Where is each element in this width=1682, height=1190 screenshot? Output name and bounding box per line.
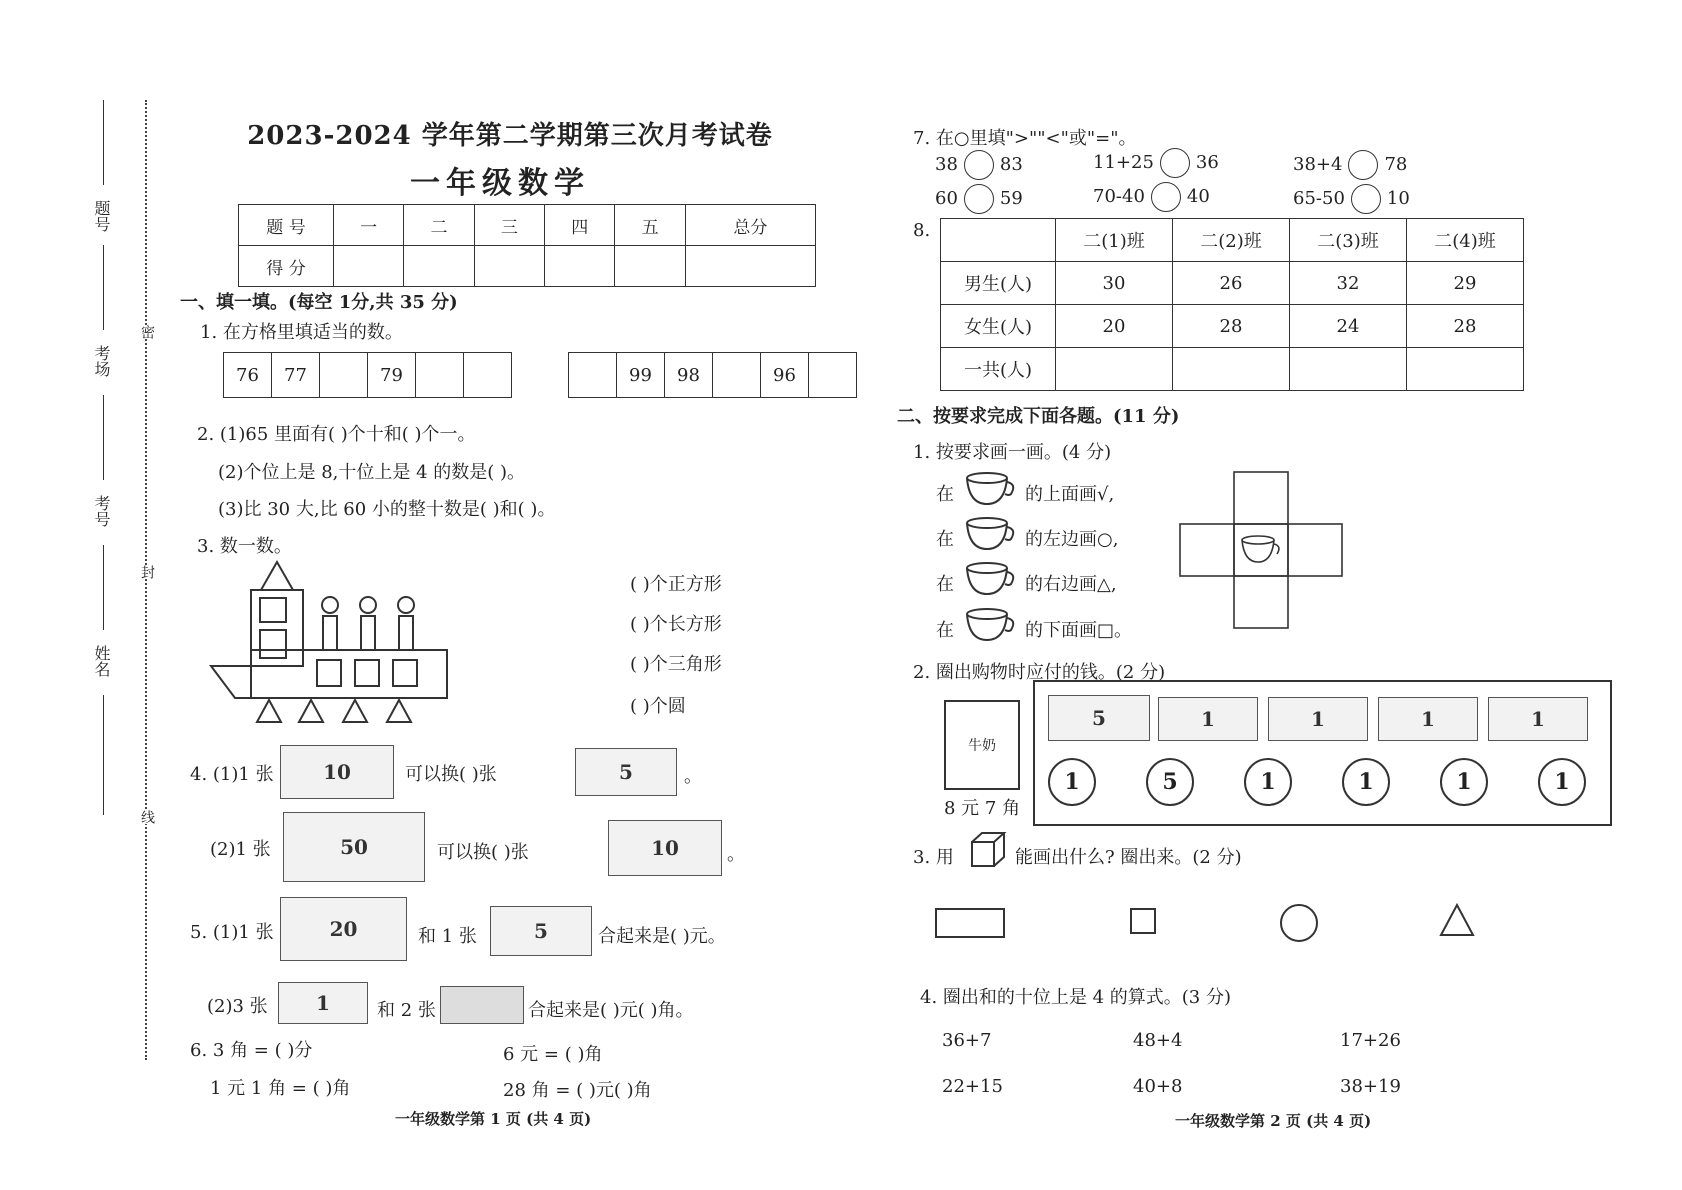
- cup-right-instruction: 的右边画△,: [1025, 574, 1117, 595]
- row-label: 一共(人): [941, 348, 1056, 391]
- table-cell: 26: [1173, 262, 1290, 305]
- cross-grid-figure[interactable]: [1178, 470, 1348, 630]
- class-header: [941, 219, 1056, 262]
- cup-icon: [965, 560, 1017, 598]
- cup-left-instruction: 的左边画○,: [1025, 529, 1119, 550]
- q4-a3: 。: [684, 766, 702, 787]
- grid-cell: 96: [761, 353, 809, 397]
- grid-cell-blank[interactable]: [416, 353, 464, 397]
- q1-text: 1. 在方格里填适当的数。: [200, 322, 403, 343]
- grid-cell: 77: [272, 353, 320, 397]
- row-label: 男生(人): [941, 262, 1056, 305]
- sum-expression[interactable]: 40+8: [1133, 1076, 1183, 1097]
- q8-label: 8.: [913, 220, 931, 241]
- s2-q4-text: 4. 圈出和的十位上是 4 的算式。(3 分): [920, 987, 1232, 1008]
- score-cell[interactable]: [474, 246, 544, 287]
- zai-label: 在: [936, 484, 954, 505]
- rectangle-option[interactable]: [935, 908, 1005, 938]
- table-cell-blank[interactable]: [1290, 348, 1407, 391]
- score-cell[interactable]: [615, 246, 685, 287]
- banknote-1-image[interactable]: 1: [1158, 697, 1258, 741]
- class-header: 二(1)班: [1056, 219, 1173, 262]
- banknote-jiao-image: [440, 986, 524, 1024]
- section1-heading: 一、填一填。(每空 1分,共 35 分): [180, 292, 458, 313]
- sum-expression[interactable]: 48+4: [1133, 1030, 1183, 1051]
- circle-option[interactable]: [1280, 904, 1318, 942]
- q7-item: 65-50 10: [1293, 184, 1410, 214]
- coin-icon[interactable]: 1: [1440, 758, 1488, 806]
- grid-cell-blank[interactable]: [809, 353, 856, 397]
- table-cell-blank[interactable]: [1056, 348, 1173, 391]
- q7-item: 70-40 40: [1093, 182, 1210, 212]
- q5-a2: 和 1 张: [418, 926, 477, 947]
- table-cell-blank[interactable]: [1173, 348, 1290, 391]
- table-cell: 29: [1407, 262, 1524, 305]
- compare-circle[interactable]: [964, 184, 994, 214]
- exam-title: 2023-2024 学年第二学期第三次月考试卷: [247, 121, 773, 151]
- table-cell: 32: [1290, 262, 1407, 305]
- coin-icon[interactable]: 1: [1342, 758, 1390, 806]
- coin-icon[interactable]: 1: [1244, 758, 1292, 806]
- score-cell[interactable]: [334, 246, 404, 287]
- compare-circle[interactable]: [1351, 184, 1381, 214]
- q7-item: 60 59: [935, 184, 1023, 214]
- banknote-5-image[interactable]: 5: [1048, 695, 1150, 741]
- cup-above-instruction: 的上面画√,: [1025, 484, 1115, 505]
- cup-icon: [965, 606, 1017, 644]
- grid-cell-blank[interactable]: [713, 353, 761, 397]
- triangle-option[interactable]: [1438, 902, 1476, 938]
- class-students-table: [940, 218, 1524, 391]
- grid-cell: 76: [224, 353, 272, 397]
- q5-b3: 合起来是( )元( )角。: [528, 1000, 694, 1021]
- q7-text: 7. 在○里填">""<"或"="。: [913, 128, 1137, 149]
- compare-circle[interactable]: [1348, 150, 1378, 180]
- number-grid-2: [568, 352, 857, 398]
- s2-q3-b: 能画出什么? 圈出来。(2 分): [1015, 847, 1242, 868]
- s2-q1-text: 1. 按要求画一画。(4 分): [913, 442, 1112, 463]
- table-cell-blank[interactable]: [1407, 348, 1524, 391]
- q7-item: 38 83: [935, 150, 1023, 180]
- grid-cell-blank[interactable]: [464, 353, 511, 397]
- exam-number-label: 题号: [92, 200, 111, 232]
- zai-label: 在: [936, 620, 954, 641]
- q4-a1: 4. (1)1 张: [190, 764, 274, 785]
- grid-cell-blank[interactable]: [569, 353, 617, 397]
- cup-below-instruction: 的下面画□。: [1025, 620, 1133, 641]
- class-header: 二(3)班: [1290, 219, 1407, 262]
- table-cell: 20: [1056, 305, 1173, 348]
- q2-b: (2)个位上是 8,十位上是 4 的数是( )。: [218, 462, 526, 483]
- class-header: 二(2)班: [1173, 219, 1290, 262]
- q3-squares: ( )个正方形: [630, 574, 722, 595]
- q2-a: 2. (1)65 里面有( )个十和( )个一。: [197, 424, 476, 445]
- sum-expression[interactable]: 22+15: [942, 1076, 1003, 1097]
- cube-icon: [968, 830, 1008, 870]
- score-header: 二: [404, 205, 474, 246]
- q4-b3: 。: [727, 844, 745, 865]
- banknote-5-image: 5: [490, 906, 592, 956]
- sum-expression[interactable]: 36+7: [942, 1030, 992, 1051]
- score-cell[interactable]: [404, 246, 474, 287]
- coin-icon[interactable]: 1: [1538, 758, 1586, 806]
- milk-carton-image: 牛奶: [944, 700, 1020, 790]
- section2-heading: 二、按要求完成下面各题。(11 分): [897, 406, 1180, 427]
- banknote-10-image: 10: [608, 820, 722, 876]
- exam-subtitle: 一年级数学: [410, 166, 590, 201]
- score-cell[interactable]: [685, 246, 815, 287]
- q6-d: 28 角 = ( )元( )角: [503, 1080, 652, 1101]
- compare-circle[interactable]: [1151, 182, 1181, 212]
- q5-b2: 和 2 张: [377, 1000, 436, 1021]
- q5-a1: 5. (1)1 张: [190, 922, 274, 943]
- cup-icon: [965, 470, 1017, 508]
- candidate-number-label: 考号: [92, 495, 111, 527]
- sum-expression[interactable]: 38+19: [1340, 1076, 1401, 1097]
- compare-circle[interactable]: [964, 150, 994, 180]
- page1-footer: 一年级数学第 1 页 (共 4 页): [395, 1110, 592, 1128]
- q5-b1: (2)3 张: [207, 996, 268, 1017]
- page2-footer: 一年级数学第 2 页 (共 4 页): [1175, 1112, 1372, 1130]
- banknote-5-image: 5: [575, 748, 677, 796]
- q6-b: 6 元 = ( )角: [503, 1044, 603, 1065]
- seal-char-xian: 线: [139, 810, 155, 824]
- name-label: 姓名: [92, 645, 111, 677]
- banknote-10-image: 10: [280, 745, 394, 799]
- number-grid-1: [223, 352, 512, 398]
- sum-expression[interactable]: 17+26: [1340, 1030, 1401, 1051]
- q6-a: 6. 3 角 = ( )分: [190, 1040, 313, 1061]
- q3-text: 3. 数一数。: [197, 536, 292, 557]
- table-cell: 28: [1407, 305, 1524, 348]
- s2-q2-text: 2. 圈出购物时应付的钱。(2 分): [913, 662, 1166, 683]
- grid-cell-blank[interactable]: [320, 353, 368, 397]
- boat-shapes-figure: [205, 560, 455, 730]
- q2-c: (3)比 30 大,比 60 小的整十数是( )和( )。: [218, 499, 556, 520]
- table-cell: 28: [1173, 305, 1290, 348]
- q5-a3: 合起来是( )元。: [598, 926, 726, 947]
- s2-q3-a: 3. 用: [913, 847, 954, 868]
- table-cell: 30: [1056, 262, 1173, 305]
- class-header: 二(4)班: [1407, 219, 1524, 262]
- q4-b1: (2)1 张: [210, 839, 271, 860]
- score-header: 题 号: [239, 205, 334, 246]
- score-header: 五: [615, 205, 685, 246]
- cup-icon: [965, 515, 1017, 553]
- grid-cell: 98: [665, 353, 713, 397]
- banknote-1-image[interactable]: 1: [1378, 697, 1478, 741]
- q7-item: 38+4 78: [1293, 150, 1407, 180]
- compare-circle[interactable]: [1160, 148, 1190, 178]
- banknote-1-image[interactable]: 1: [1268, 697, 1368, 741]
- score-header: 三: [474, 205, 544, 246]
- milk-price: 8 元 7 角: [944, 798, 1021, 819]
- score-table: [238, 204, 816, 287]
- q3-triangles: ( )个三角形: [630, 654, 722, 675]
- row-label: 女生(人): [941, 305, 1056, 348]
- banknote-50-image: 50: [283, 812, 425, 882]
- banknote-1-image: 1: [278, 982, 368, 1024]
- score-header: 一: [334, 205, 404, 246]
- square-option[interactable]: [1130, 908, 1156, 934]
- banknote-20-image: 20: [280, 897, 407, 961]
- grid-cell: 99: [617, 353, 665, 397]
- q4-a2: 可以换( )张: [405, 764, 497, 785]
- coin-icon[interactable]: 5: [1146, 758, 1194, 806]
- score-cell[interactable]: [545, 246, 615, 287]
- grid-cell: 79: [368, 353, 416, 397]
- score-header: 总分: [685, 205, 815, 246]
- q7-item: 11+25 36: [1093, 148, 1219, 178]
- seal-char-mi: 密: [139, 325, 155, 339]
- score-row-label: 得 分: [239, 246, 334, 287]
- q3-circles: ( )个圆: [630, 696, 686, 717]
- banknote-1-image[interactable]: 1: [1488, 697, 1588, 741]
- q4-b2: 可以换( )张: [437, 842, 529, 863]
- score-header: 四: [545, 205, 615, 246]
- zai-label: 在: [936, 529, 954, 550]
- seal-char-feng: 封: [139, 565, 155, 579]
- zai-label: 在: [936, 574, 954, 595]
- table-cell: 24: [1290, 305, 1407, 348]
- q6-c: 1 元 1 角 = ( )角: [210, 1078, 351, 1099]
- coin-icon[interactable]: 1: [1048, 758, 1096, 806]
- q3-rectangles: ( )个长方形: [630, 614, 722, 635]
- exam-room-label: 考场: [92, 345, 111, 377]
